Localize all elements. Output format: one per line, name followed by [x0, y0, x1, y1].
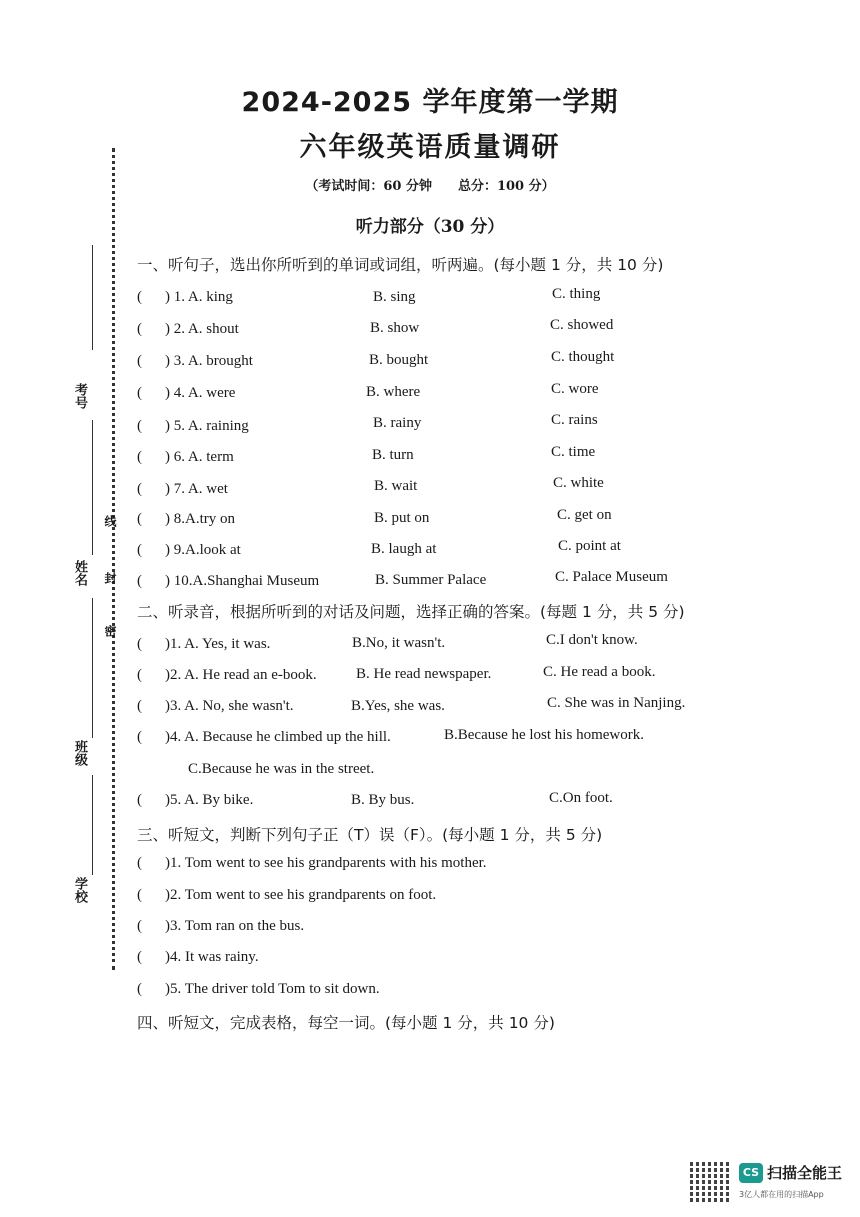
s1-q10-b: B. Summer Palace — [375, 572, 487, 588]
seal-xian: 线 — [103, 515, 117, 527]
s3-q5: ( )5. The driver told Tom to sit down. — [137, 981, 380, 997]
camscanner-logo-icon: CS — [739, 1163, 763, 1183]
exam-info — [0, 175, 860, 194]
listening-heading: 听力部分（30 分） — [355, 217, 505, 237]
s3-q4: ( )4. It was rainy. — [137, 949, 259, 965]
section3-heading: 三、听短文，判断下列句子正（T）误（F）。(每小题 1 分，共 5 分) — [137, 826, 603, 844]
s2-q4-c: C.Because he was in the street. — [188, 761, 375, 777]
s1-q6: ( ) 6. A. term — [137, 449, 234, 465]
s1-q8-b: B. put on — [374, 510, 430, 526]
s1-q9-c: C. point at — [558, 538, 621, 554]
s3-q2: ( )2. Tom went to see his grandparents on foot. — [137, 887, 437, 903]
exam-no-label: 考号 — [72, 383, 87, 409]
exam-title: 2024-2025 学年度第一学期 — [241, 87, 619, 118]
s2-q2-b: B. He read newspaper. — [356, 666, 492, 682]
s2-q2-c: C. He read a book. — [543, 664, 656, 680]
s1-q5-c: C. rains — [551, 412, 598, 428]
total-score: 总分：100 分） — [457, 179, 555, 194]
class-blank — [92, 598, 93, 738]
s1-q1-b: B. sing — [373, 289, 416, 305]
s1-q3: ( ) 3. A. brought — [137, 353, 253, 369]
qr-code — [690, 1160, 732, 1202]
s2-q5-c: C.On foot. — [549, 790, 613, 806]
s1-q7-c: C. white — [553, 475, 604, 491]
s2-q1-c: C.I don't know. — [546, 632, 638, 648]
s1-q6-b: B. turn — [372, 447, 414, 463]
s1-q3-c: C. thought — [551, 349, 615, 365]
s1-q4: ( ) 4. A. were — [137, 385, 236, 401]
name-blank — [92, 420, 93, 555]
s1-q10: ( ) 10.A.Shanghai Museum — [137, 573, 320, 589]
s1-q9-b: B. laugh at — [371, 541, 437, 557]
s1-q1-c: C. thing — [552, 286, 601, 302]
seal-mi: 密 — [103, 625, 117, 637]
school-label: 学校 — [72, 877, 87, 903]
s1-q2: ( ) 2. A. shout — [137, 321, 239, 337]
exam-subtitle: 六年级英语质量调研 — [299, 132, 561, 163]
section2-heading: 二、听录音，根据所听到的对话及问题，选择正确的答案。(每题 1 分，共 5 分) — [137, 603, 685, 621]
s1-q5: ( ) 5. A. raining — [137, 418, 249, 434]
s2-q1-b: B.No, it wasn't. — [352, 635, 446, 651]
name-label: 姓名 — [72, 560, 87, 586]
s1-q9: ( ) 9.A.look at — [137, 542, 241, 558]
s2-q3: ( )3. A. No, she wasn't. — [137, 698, 294, 714]
section1-heading: 一、听句子，选出你所听到的单词或词组，听两遍。(每小题 1 分，共 10 分) — [137, 256, 664, 274]
seal-feng: 封 — [103, 572, 117, 584]
s2-q3-b: B.Yes, she was. — [351, 698, 445, 714]
s2-q2: ( )2. A. He read an e-book. — [137, 667, 317, 683]
s1-q8-c: C. get on — [557, 507, 612, 523]
s1-q6-c: C. time — [551, 444, 596, 460]
s1-q7: ( ) 7. A. wet — [137, 481, 228, 497]
s2-q4-b: B.Because he lost his homework. — [444, 727, 644, 743]
section4-heading: 四、听短文，完成表格，每空一词。(每小题 1 分，共 10 分) — [137, 1014, 555, 1032]
s1-q3-b: B. bought — [369, 352, 429, 368]
s2-q1: ( )1. A. Yes, it was. — [137, 636, 271, 652]
s3-q3: ( )3. Tom ran on the bus. — [137, 918, 305, 934]
s1-q8: ( ) 8.A.try on — [137, 511, 235, 527]
binding-dotted-line — [112, 148, 115, 970]
s3-q1: ( )1. Tom went to see his grandparents with his mother. — [137, 855, 487, 871]
s1-q7-b: B. wait — [374, 478, 418, 494]
s2-q5: ( )5. A. By bike. — [137, 792, 254, 808]
exam-time: （考试时间：60 分钟 — [305, 179, 432, 194]
s1-q5-b: B. rainy — [373, 415, 422, 431]
s2-q5-b: B. By bus. — [351, 792, 415, 808]
s1-q2-c: C. showed — [550, 317, 614, 333]
s1-q1: ( ) 1. A. king — [137, 289, 233, 305]
camscanner-app-name: 扫描全能王 — [767, 1164, 843, 1182]
camscanner-tagline: 3亿人都在用的扫描App — [739, 1190, 824, 1199]
s1-q4-b: B. where — [366, 384, 421, 400]
school-blank — [92, 775, 93, 875]
exam-no-blank — [92, 245, 93, 350]
class-label: 班级 — [72, 740, 87, 766]
s1-q10-c: C. Palace Museum — [555, 569, 668, 585]
s1-q2-b: B. show — [370, 320, 420, 336]
s1-q4-c: C. wore — [551, 381, 599, 397]
s2-q3-c: C. She was in Nanjing. — [547, 695, 686, 711]
s2-q4: ( )4. A. Because he climbed up the hill. — [137, 729, 391, 745]
